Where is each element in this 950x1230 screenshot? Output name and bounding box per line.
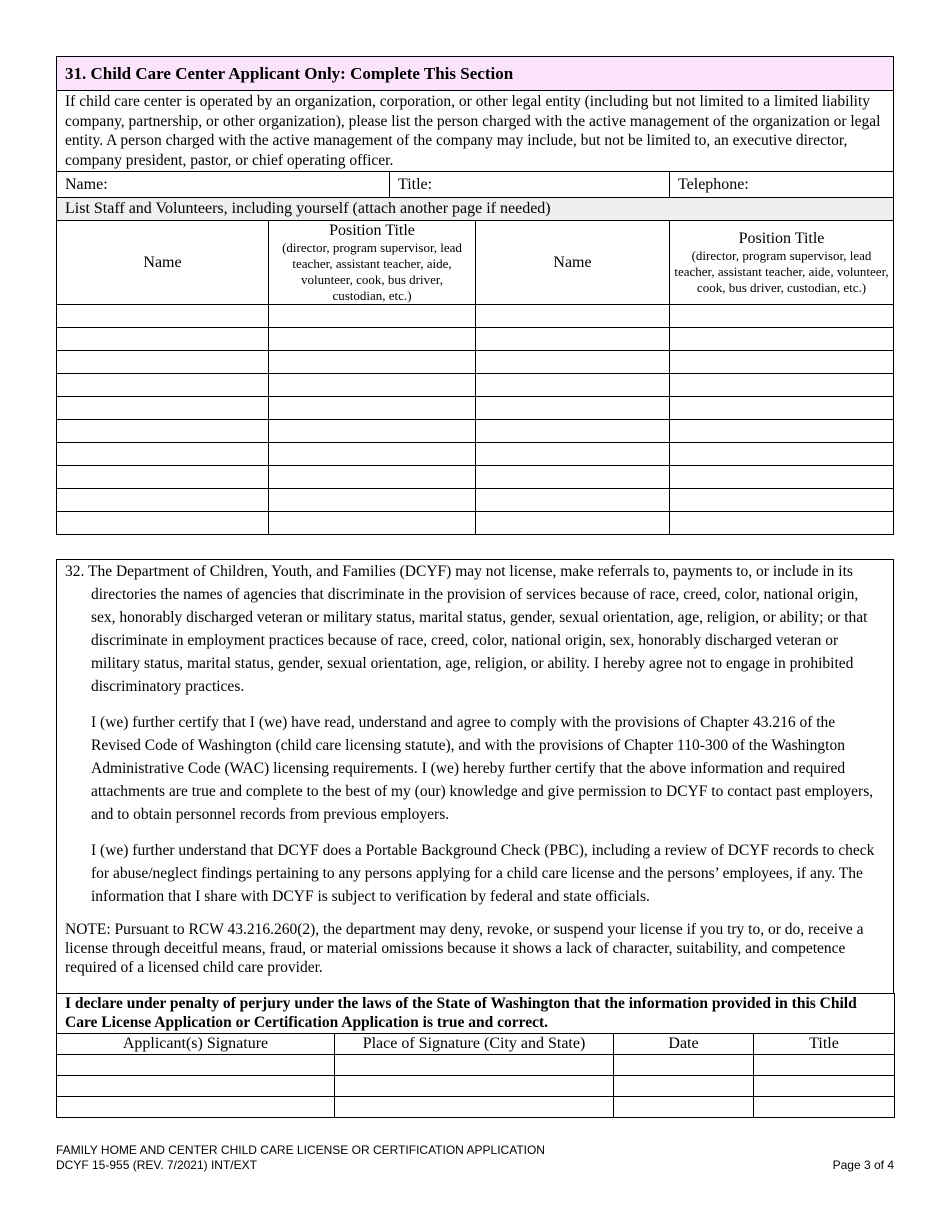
section-31 <box>56 56 894 535</box>
manager-telephone-label: Telephone: <box>678 175 749 193</box>
sig-place-cell[interactable] <box>335 1055 614 1076</box>
staff-position-left-cell[interactable] <box>269 397 476 420</box>
staff-col-name-left: Name <box>57 221 269 305</box>
manager-name-field[interactable] <box>57 172 390 198</box>
section-32-note: NOTE: Pursuant to RCW 43.216.260(2), the department may deny, revoke, or suspend your license if you try to, or do, receive a license through deceitful means, fraud, or material omissions because it shows a lack of character, suitability, and competence required of a licensed child care provider. <box>65 921 864 976</box>
section-32-certification: I (we) further certify that I (we) have read, understand and agree to comply with the provisions of Chapter 43.216 of the Revised Code of Washington (child care licensing statute), and with the provisions of Chapter 110-300 of the Washington Administrative Code (WAC) licensing requirements. I (we) hereby further certify that the above information and required attachments are true and complete to the best of my (our) knowledge and give permission to DCYF to contact past employers, and to obtain personnel records from previous employers. <box>91 714 874 823</box>
staff-name-left-cell[interactable] <box>57 489 269 512</box>
signature-row <box>57 1097 895 1118</box>
staff-name-right-cell[interactable] <box>476 328 670 351</box>
staff-position-left-cell[interactable] <box>269 512 476 535</box>
staff-row <box>57 443 894 466</box>
staff-name-left-cell[interactable] <box>57 443 269 466</box>
page-footer <box>56 1143 894 1173</box>
section-31-intro: If child care center is operated by an organization, corporation, or other legal entity (including but not limited to a limited liability company, partnership, or other organization), please list the person charged with the active management of the organization or legal entity. A person charged with the active management of the company may include, but not be limited to, an executive director, company president, pastor, or chief operating officer. <box>57 91 894 172</box>
manager-title-label: Title: <box>398 175 433 193</box>
sig-col-place: Place of Signature (City and State) <box>335 1034 614 1055</box>
staff-row <box>57 351 894 374</box>
staff-name-right-cell[interactable] <box>476 374 670 397</box>
staff-position-right-cell[interactable] <box>670 374 894 397</box>
staff-name-left-cell[interactable] <box>57 374 269 397</box>
signature-row <box>57 1055 895 1076</box>
staff-row <box>57 328 894 351</box>
page-number: Page 3 of 4 <box>832 1158 894 1172</box>
sig-title-cell[interactable] <box>754 1076 895 1097</box>
staff-col-position-right <box>670 221 894 305</box>
staff-position-left-cell[interactable] <box>269 466 476 489</box>
staff-name-left-cell[interactable] <box>57 512 269 535</box>
staff-name-right-cell[interactable] <box>476 397 670 420</box>
staff-name-right-cell[interactable] <box>476 420 670 443</box>
staff-position-left-cell[interactable] <box>269 351 476 374</box>
staff-table <box>56 221 894 535</box>
staff-row <box>57 466 894 489</box>
sig-signature-cell[interactable] <box>57 1055 335 1076</box>
staff-position-left-cell[interactable] <box>269 374 476 397</box>
staff-col-position-label: Position Title <box>329 222 415 239</box>
form-number: DCYF 15-955 (REV. 7/2021) INT/EXT <box>56 1158 257 1172</box>
staff-position-right-cell[interactable] <box>670 443 894 466</box>
staff-name-right-cell[interactable] <box>476 351 670 374</box>
staff-position-right-cell[interactable] <box>670 351 894 374</box>
sig-date-cell[interactable] <box>614 1097 754 1118</box>
staff-name-right-cell[interactable] <box>476 305 670 328</box>
staff-position-left-cell[interactable] <box>269 420 476 443</box>
staff-name-left-cell[interactable] <box>57 397 269 420</box>
staff-name-left-cell[interactable] <box>57 305 269 328</box>
staff-position-left-cell[interactable] <box>269 443 476 466</box>
staff-row <box>57 512 894 535</box>
sig-place-cell[interactable] <box>335 1097 614 1118</box>
sig-col-signature: Applicant(s) Signature <box>57 1034 335 1055</box>
staff-name-right-cell[interactable] <box>476 466 670 489</box>
staff-name-right-cell[interactable] <box>476 443 670 466</box>
staff-row <box>57 374 894 397</box>
staff-position-left-cell[interactable] <box>269 489 476 512</box>
staff-row <box>57 420 894 443</box>
staff-name-left-cell[interactable] <box>57 328 269 351</box>
signature-row <box>57 1076 895 1097</box>
staff-col-position-examples: (director, program supervisor, lead teacher, assistant teacher, aide, volunteer, cook, bus driver, custodian, etc.) <box>674 248 889 295</box>
staff-position-right-cell[interactable] <box>670 512 894 535</box>
staff-position-left-cell[interactable] <box>269 328 476 351</box>
staff-name-right-cell[interactable] <box>476 512 670 535</box>
sig-date-cell[interactable] <box>614 1076 754 1097</box>
manager-name-label: Name: <box>65 175 108 193</box>
sig-title-cell[interactable] <box>754 1055 895 1076</box>
staff-name-left-cell[interactable] <box>57 466 269 489</box>
staff-col-position-left <box>269 221 476 305</box>
section-31-title: 31. Child Care Center Applicant Only: Complete This Section <box>57 57 894 91</box>
staff-row <box>57 489 894 512</box>
staff-row <box>57 305 894 328</box>
form-title: FAMILY HOME AND CENTER CHILD CARE LICENSE OR CERTIFICATION APPLICATION <box>56 1143 545 1157</box>
staff-position-right-cell[interactable] <box>670 489 894 512</box>
section-32-background-check: I (we) further understand that DCYF does a Portable Background Check (PBC), including a review of DCYF records to check for abuse/neglect findings pertaining to any persons applying for a child care license and the persons’ employees, if any. The information that I share with DCYF is subject to verification by federal and state officials. <box>91 842 875 905</box>
sig-place-cell[interactable] <box>335 1076 614 1097</box>
sig-signature-cell[interactable] <box>57 1076 335 1097</box>
perjury-declaration: I declare under penalty of perjury under the laws of the State of Washington that the information provided in this Child Care License Application or Certification Application is true and correct. <box>57 994 895 1034</box>
staff-position-left-cell[interactable] <box>269 305 476 328</box>
staff-position-right-cell[interactable] <box>670 397 894 420</box>
sig-signature-cell[interactable] <box>57 1097 335 1118</box>
sig-col-date: Date <box>614 1034 754 1055</box>
manager-title-field[interactable] <box>390 172 670 198</box>
staff-list-label: List Staff and Volunteers, including yourself (attach another page if needed) <box>57 198 894 221</box>
staff-row <box>57 397 894 420</box>
manager-telephone-field[interactable] <box>670 172 894 198</box>
sig-date-cell[interactable] <box>614 1055 754 1076</box>
staff-position-right-cell[interactable] <box>670 466 894 489</box>
signature-block <box>56 993 894 1118</box>
staff-name-left-cell[interactable] <box>57 351 269 374</box>
staff-position-right-cell[interactable] <box>670 420 894 443</box>
section-32-nondiscrimination: 32. The Department of Children, Youth, and Families (DCYF) may not license, make referrals to, payments to, or include in its directories the names of agencies that discriminate in the provision of services because of race, creed, color, national origin, sex, honorably discharged veteran or military status, marital status, gender, sexual orientation, age, religion, or ability; or that discriminate in employment practices because of race, creed, color, national origin, sex, honorably discharged veteran or military status, marital status, gender, sexual orientation, age, religion, or ability. I hereby agree not to engage in prohibited discriminatory practices. <box>65 563 868 695</box>
staff-name-right-cell[interactable] <box>476 489 670 512</box>
staff-col-position-examples: (director, program supervisor, lead teacher, assistant teacher, aide, volunteer, cook, bus driver, custodian, etc.) <box>282 240 462 303</box>
staff-col-name-right: Name <box>476 221 670 305</box>
staff-position-right-cell[interactable] <box>670 328 894 351</box>
staff-position-right-cell[interactable] <box>670 305 894 328</box>
staff-col-position-label: Position Title <box>738 230 825 247</box>
sig-col-title: Title <box>754 1034 895 1055</box>
sig-title-cell[interactable] <box>754 1097 895 1118</box>
section-32 <box>56 559 894 993</box>
staff-name-left-cell[interactable] <box>57 420 269 443</box>
